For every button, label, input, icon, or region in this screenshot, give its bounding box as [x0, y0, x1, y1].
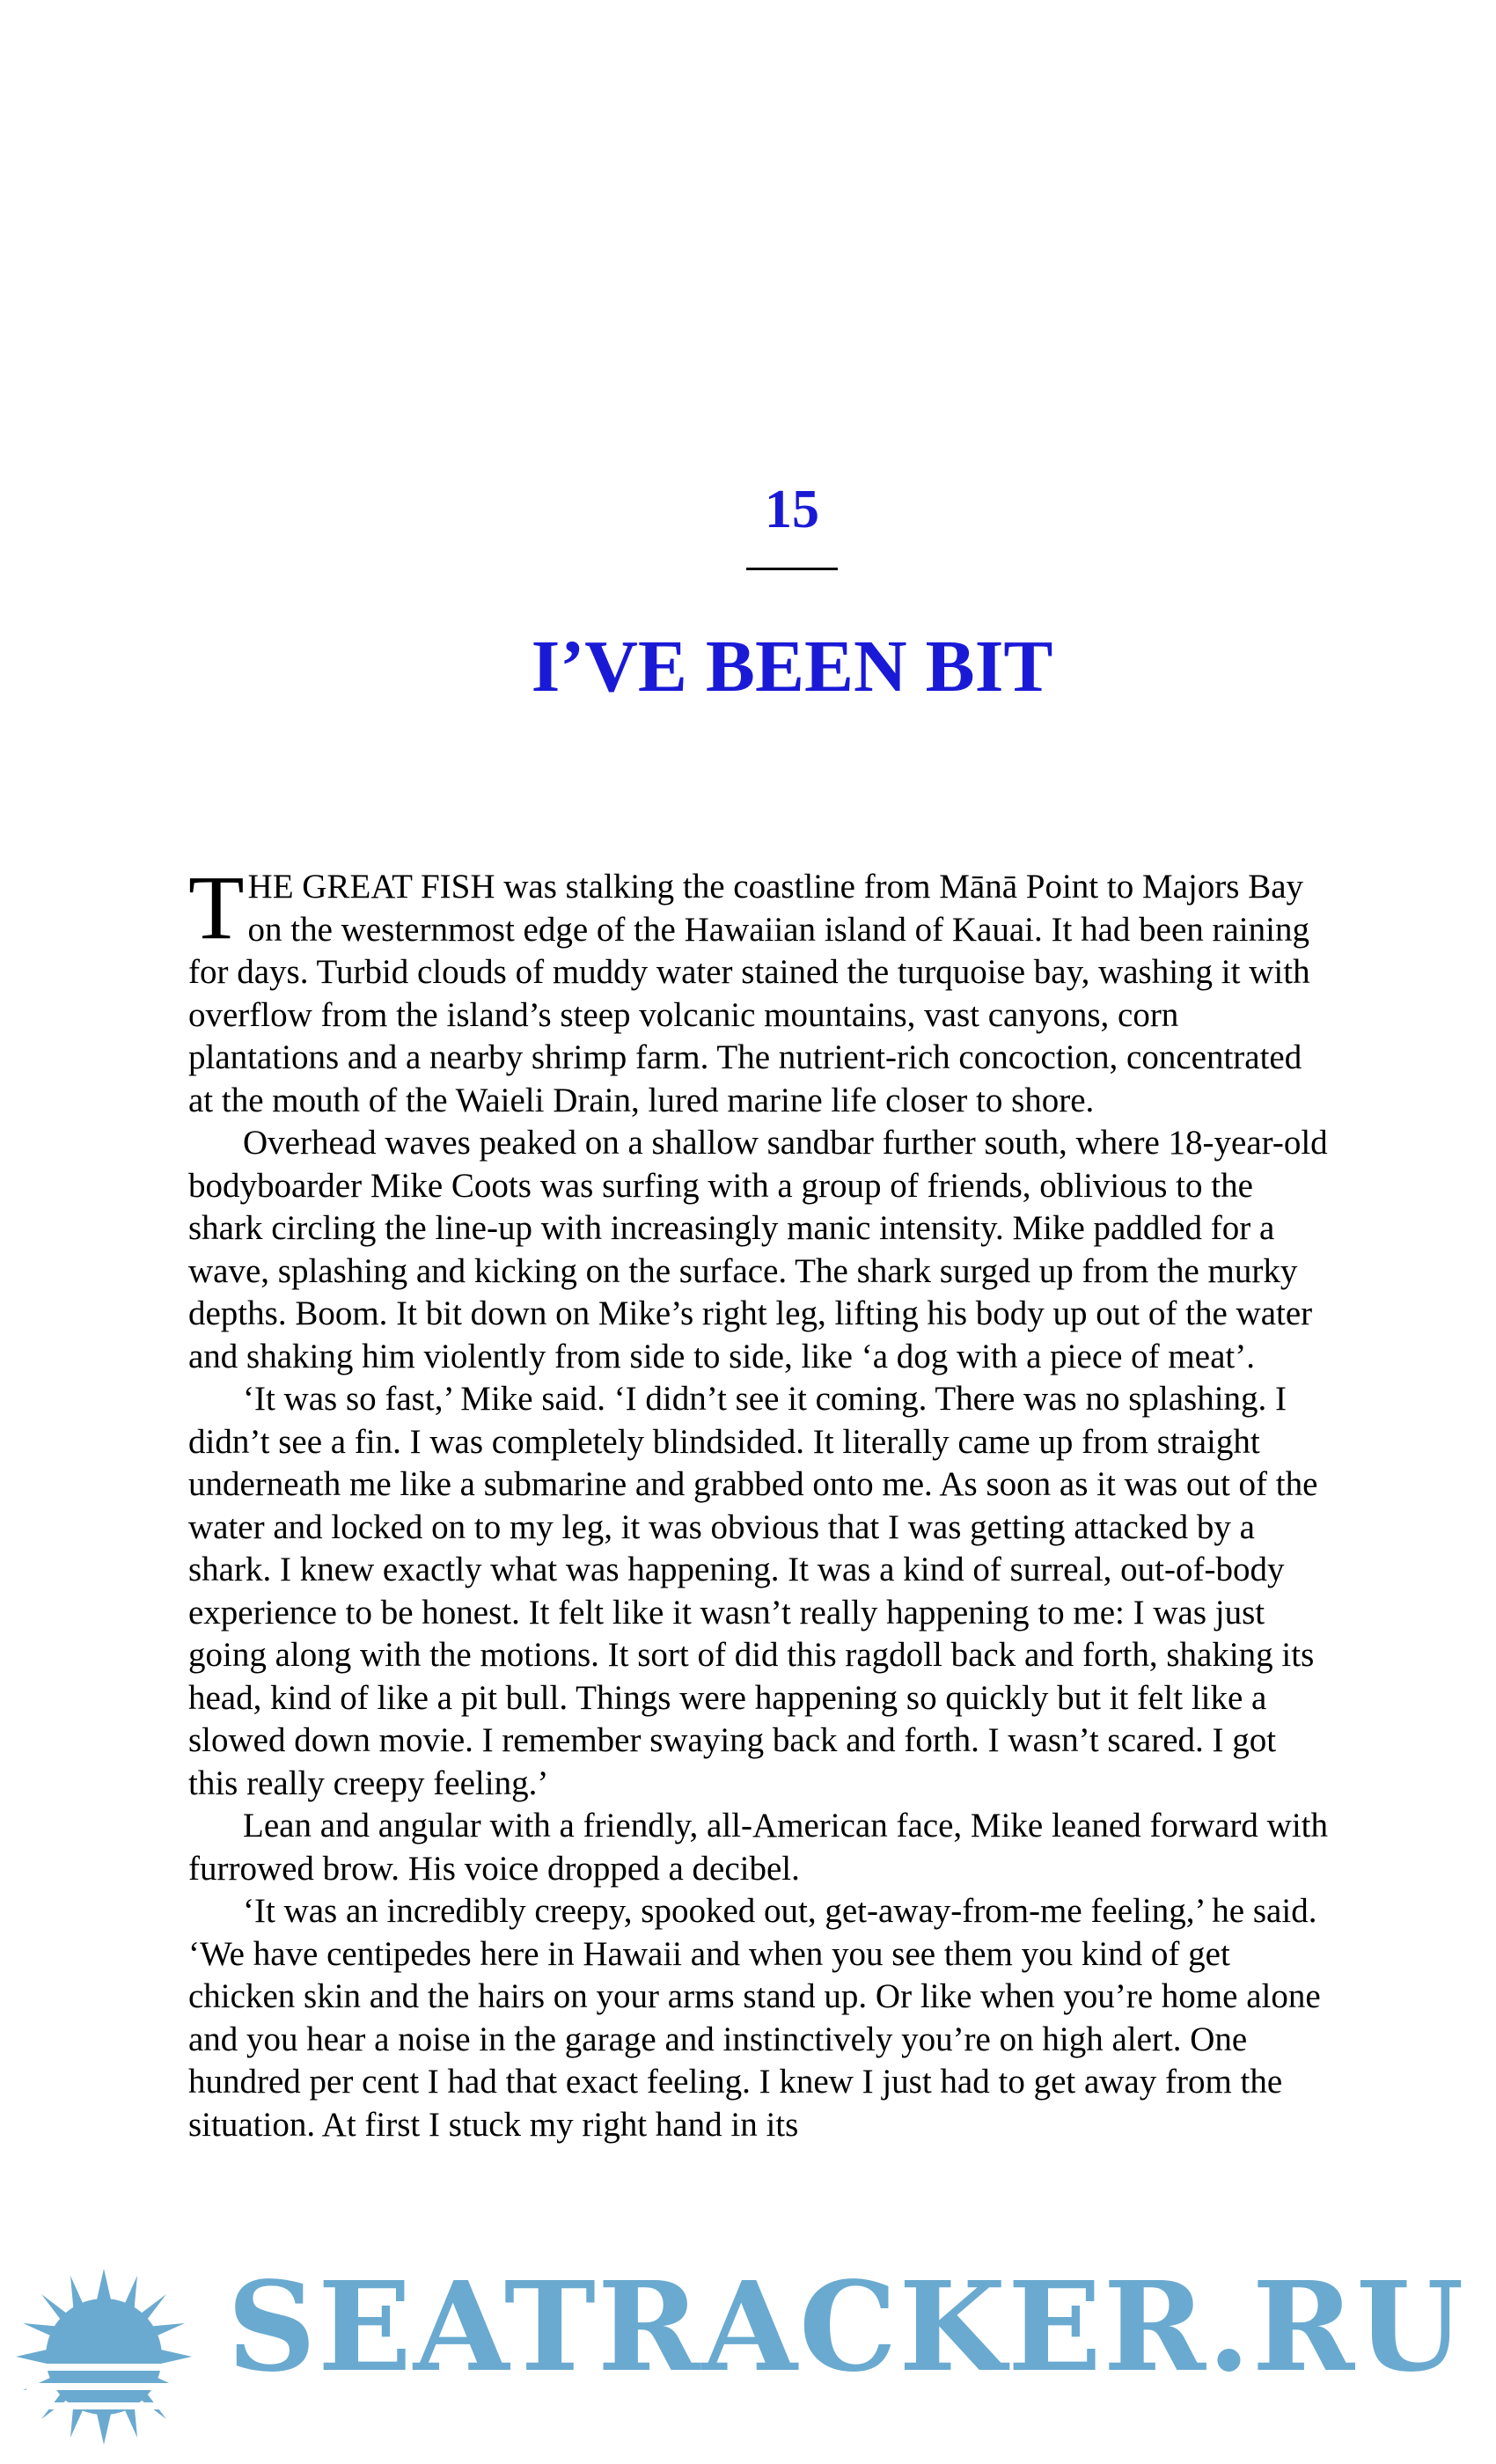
paragraph-1	[188, 857, 1332, 1122]
drop-cap: T	[188, 857, 245, 958]
chapter-divider	[746, 568, 838, 570]
paragraph-3: ‘It was so fast,’ Mike said. ‘I didn’t see it coming. There was no splashing. I didn’t see a fin. I was completely blindsided. It literally came up from straight underneath me like a submarine and grabbed onto me. As soon as it was out of the water and locked on to my leg, it was obvious that I was getting attacked by a shark. I knew exactly what was happening. It was a kind of surreal, out-of-body experience to be honest. It felt like it wasn’t really happening to me: I was just going along with the motions. It sort of did this ragdoll back and forth, shaking its head, kind of like a pit bull. Things were happening so quickly but it felt like a slowed down movie. I remember swaying back and forth. I wasn’t scared. I got this really creepy feeling.’	[188, 1380, 1318, 1802]
chapter-body	[188, 857, 1332, 2146]
paragraph-1-text: HE GREAT FISH was stalking the coastline from Mānā Point to Majors Bay on the westernmost edge of the Hawaiian island of Kauai. It had been raining for days. Turbid clouds of muddy water stained the turquoise bay, washing it with overflow from the island’s steep volcanic mountains, vast canyons, corn plantations and a nearby shrimp farm. The nutrient-rich concoction, concentrated at the mouth of the Waieli Drain, lured marine life closer to shore.	[188, 868, 1310, 1119]
chapter-title: I’VE BEEN BIT	[531, 626, 1053, 708]
sun-burst-icon	[16, 2269, 192, 2445]
paragraph-2: Overhead waves peaked on a shallow sandbar further south, where 18-year-old bodyboarder Mike Coots was surfing with a group of friends, oblivious to the shark circling the line-up with increasingly manic intensity. Mike paddled for a wave, splashing and kicking on the surface. The shark surged up from the murky depths. Boom. It bit down on Mike’s right leg, lifting his body up out of the water and shaking him violently from side to side, like ‘a dog with a piece of meat’.	[188, 1124, 1328, 1375]
watermark-text: SEATRACKER.RU	[227, 2255, 1466, 2400]
paragraph-4: Lean and angular with a friendly, all-American face, Mike leaned forward with furrowed brow. His voice dropped a decibel.	[188, 1807, 1329, 1888]
paragraph-5: ‘It was an incredibly creepy, spooked out, get-away-from-me feeling,’ he said. ‘We have centipedes here in Hawaii and when you see them you kind of get chicken skin and the hairs on your arms stand up. Or like when you’re home alone and you hear a noise in the garage and instinctively you’re on high alert. One hundred per cent I had that exact feeling. I knew I just had to get away from the situation. At first I stuck my right hand in its	[188, 1892, 1321, 2144]
chapter-number: 15	[765, 480, 819, 539]
